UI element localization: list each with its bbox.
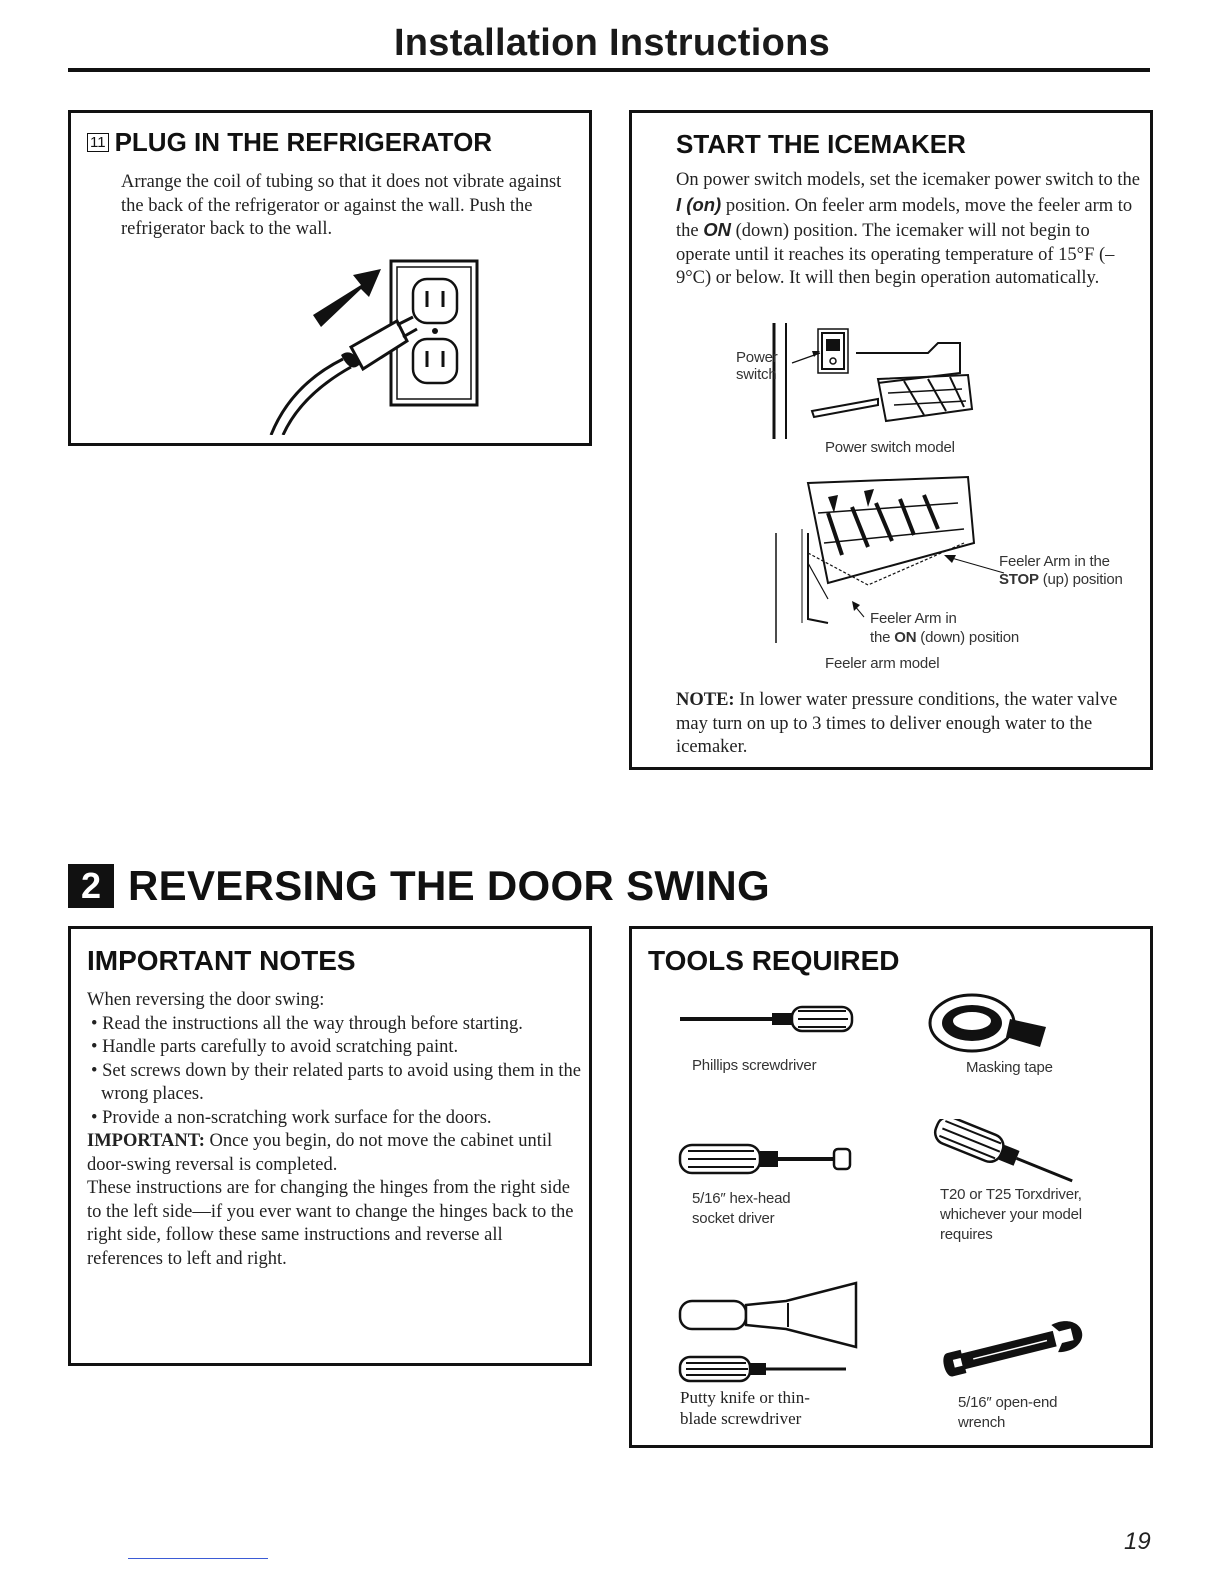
torx-caption	[940, 1185, 1082, 1245]
open-end-wrench-icon	[938, 1317, 1088, 1381]
phillips-screwdriver-icon	[676, 1001, 866, 1037]
plug-in-heading: PLUG IN THE REFRIGERATOR	[114, 127, 493, 157]
icemaker-text-part: (down) position. The icemaker will not begin to operate until it reaches its operating temperature of 15°F (–9°C) or below. It will then begin operation automatically.	[676, 221, 1115, 288]
plug-in-title	[87, 127, 492, 158]
note-label: NOTE:	[676, 690, 735, 710]
hex-socket-driver-icon	[676, 1139, 866, 1179]
notes-bullet-text: Provide a non-scratching work surface for the doors.	[102, 1107, 492, 1128]
masking-tape-icon	[926, 989, 1056, 1059]
torx-caption-line: whichever your model	[940, 1206, 1082, 1223]
notes-bullet: • Read the instructions all the way through before starting.	[91, 1013, 523, 1034]
plug-outlet-illustration	[201, 255, 491, 435]
wrench-caption-line: 5/16″ open-end	[958, 1394, 1058, 1411]
icemaker-text-part: On power switch models, set the icemaker power switch to the	[676, 170, 1140, 190]
phillips-caption: Phillips screwdriver	[692, 1057, 817, 1074]
torx-caption-line: requires	[940, 1226, 993, 1243]
important-text: Once you begin, do not move the cabinet until door-swing reversal is completed.	[87, 1131, 553, 1175]
icemaker-title: START THE ICEMAKER	[676, 129, 966, 159]
notes-intro: When reversing the door swing:	[87, 990, 325, 1010]
icemaker-on-label: I (on)	[676, 193, 722, 215]
power-label-line: Power	[736, 349, 778, 366]
power-model-caption: Power switch model	[825, 439, 955, 456]
notes-important	[87, 1130, 583, 1177]
power-label-line: switch	[736, 366, 777, 383]
icemaker-text-part: position. On feeler arm models, move the feeler arm to the	[676, 195, 1133, 241]
section-title: REVERSING THE DOOR SWING	[128, 862, 770, 909]
hex-caption-line: 5/16″ hex-head	[692, 1190, 791, 1207]
hex-caption-line: socket driver	[692, 1210, 775, 1227]
notes-bullet-text: Read the instructions all the way through before starting.	[102, 1013, 523, 1034]
hex-caption	[692, 1189, 790, 1229]
masking-tape-caption: Masking tape	[966, 1059, 1053, 1076]
notes-bullet-text: Handle parts carefully to avoid scratching paint.	[102, 1037, 459, 1057]
feeler-on-line: Feeler Arm in	[870, 610, 957, 627]
icemaker-text	[676, 169, 1146, 291]
tools-required-title: TOOLS REQUIRED	[648, 945, 900, 976]
section-number: 2	[68, 864, 114, 908]
footer-line	[128, 1558, 268, 1559]
wrench-caption	[958, 1393, 1057, 1433]
power-label	[736, 349, 778, 383]
feeler-on-line: (down) position	[916, 629, 1020, 646]
plug-in-box	[68, 110, 592, 446]
important-label: IMPORTANT:	[87, 1131, 205, 1151]
feeler-on-line: the	[870, 629, 895, 646]
wrench-caption-line: wrench	[958, 1414, 1006, 1431]
tools-required-box	[629, 926, 1153, 1448]
section-heading	[68, 862, 770, 910]
feeler-on-label	[870, 609, 1019, 647]
notes-bullet: • Set screws down by their related parts to avoid using them in the wrong places.	[91, 1060, 581, 1104]
torx-caption-line: T20 or T25 Torxdriver,	[940, 1186, 1082, 1203]
important-notes-title: IMPORTANT NOTES	[87, 945, 356, 976]
note-text: In lower water pressure conditions, the water valve may turn on up to 3 times to deliver enough water to the icemaker.	[676, 690, 1118, 757]
page-number: 19	[1124, 1528, 1151, 1555]
putty-knife-icon	[676, 1281, 866, 1391]
header-rule	[68, 68, 1150, 72]
feeler-stop-line: (up) position	[1038, 571, 1123, 588]
icemaker-box	[629, 110, 1153, 770]
plug-in-text: Arrange the coil of tubing so that it does not vibrate against the back of the refrigerator or against the wall. Push the refrigerator back to the wall.	[121, 172, 562, 239]
feeler-stop-label	[999, 553, 1123, 589]
step-number: 11	[87, 133, 109, 152]
feeler-on-bold: ON	[894, 629, 917, 646]
important-notes-body	[87, 989, 583, 1271]
feeler-stop-bold: STOP	[999, 571, 1039, 588]
notes-bullet-text: Set screws down by their related parts to avoid using them in the wrong places.	[101, 1060, 581, 1104]
feeler-model-caption: Feeler arm model	[825, 655, 940, 672]
icemaker-on-label: ON	[703, 219, 731, 240]
important-notes-box	[68, 926, 592, 1366]
putty-caption-line: Putty knife or thin-	[680, 1388, 810, 1407]
feeler-stop-line: Feeler Arm in the	[999, 553, 1110, 570]
putty-caption-line: blade screwdriver	[680, 1409, 802, 1428]
notes-closing: These instructions are for changing the hinges from the right side to the left side—if you ever want to change the hinges back to the right side, follow these same instructions and reverse all references to left and right.	[87, 1178, 574, 1269]
putty-caption	[680, 1387, 810, 1429]
torx-driver-icon	[928, 1119, 1078, 1185]
notes-bullet: • Provide a non-scratching work surface for the doors.	[91, 1107, 492, 1128]
icemaker-note	[676, 689, 1136, 760]
notes-bullet: • Handle parts carefully to avoid scratching paint.	[91, 1037, 459, 1057]
page-title: Installation Instructions	[393, 22, 831, 64]
